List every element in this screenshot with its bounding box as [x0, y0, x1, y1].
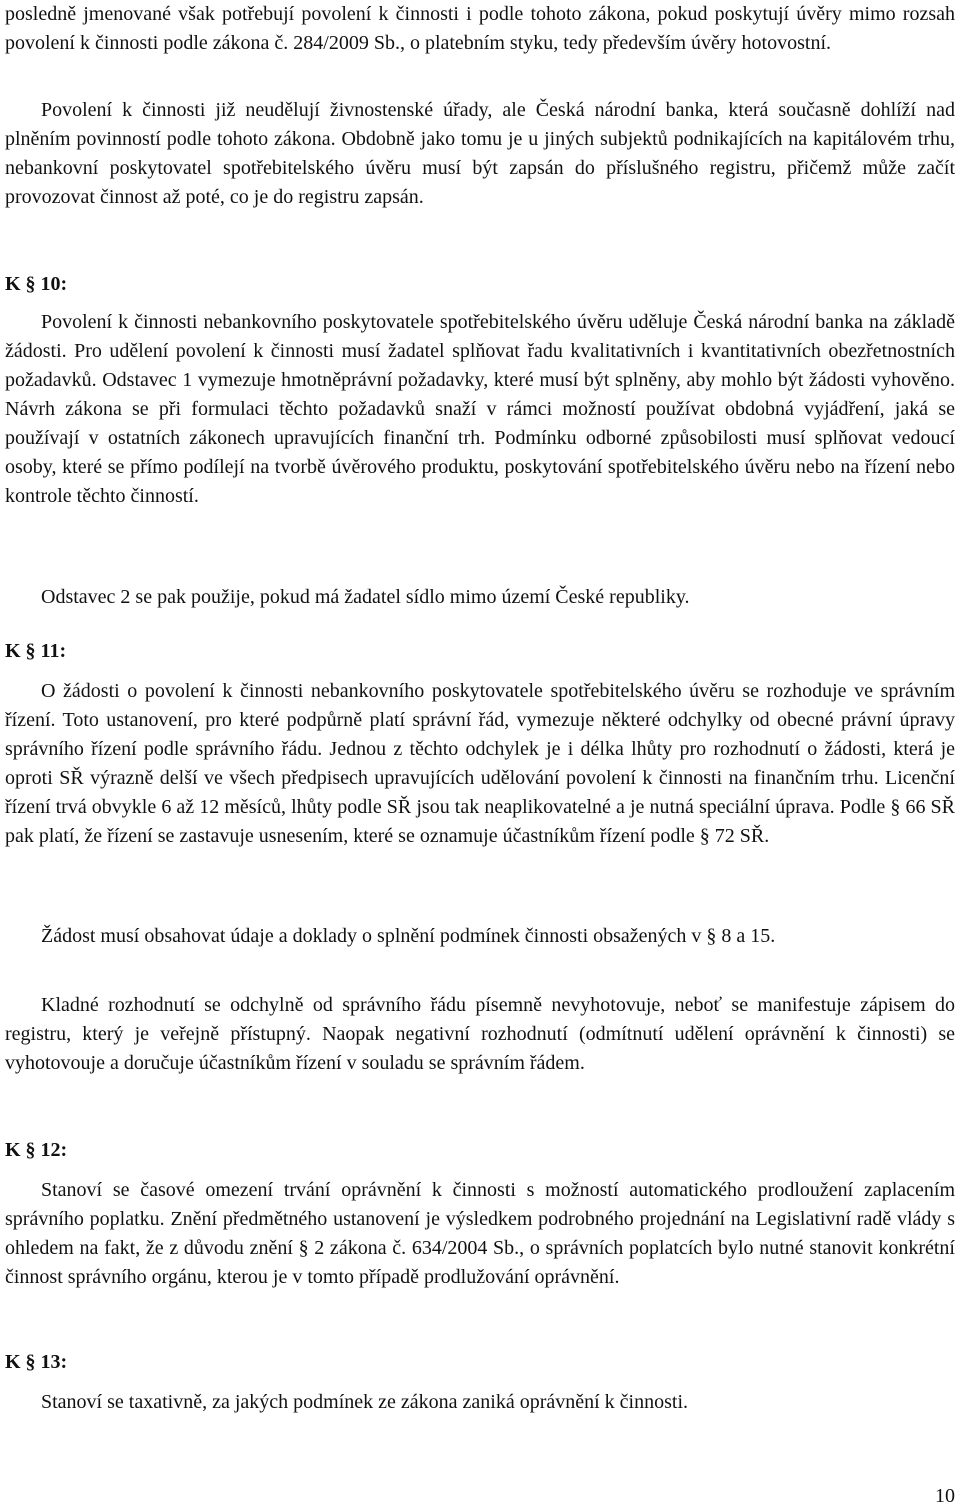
section-12-paragraph-1: Stanoví se časové omezení trvání oprávnění k činnosti s možností automatického prodloužení zaplacením správního poplatku. Znění předmětného ustanovení je výsledkem podrobného projednání na Legislativní radě vlády s ohledem na fakt, že z důvodu znění § 2 zákona č. 634/2004 Sb., o správních poplatcích bylo nutné stanovit konkrétní činnost správního orgánu, kterou je v tomto případě prodlužování oprávnění.	[5, 1179, 955, 1288]
intro-paragraph-2: Povolení k činnosti již neudělují živnostenské úřady, ale Česká národní banka, která současně dohlíží nad plněním povinností podle tohoto zákona. Obdobně jako tomu je u jiných subjektů podnikajících na kapitálovém trhu, nebankovní poskytovatel spotřebitelského úvěru musí být zapsán do příslušného registru, přičemž může začít provozovat činnost až poté, co je do registru zapsán.	[5, 99, 955, 208]
section-heading-13: K § 13:	[5, 1351, 68, 1373]
section-11-paragraph-3: Kladné rozhodnutí se odchylně od správního řádu písemně nevyhotovuje, neboť se manifestuje zápisem do registru, který je veřejně přístupný. Naopak negativní rozhodnutí (odmítnutí udělení oprávnění k činnosti) se vyhotovouje a doručuje účastníkům řízení v souladu se správním řádem.	[5, 994, 955, 1074]
section-heading-11: K § 11:	[5, 640, 67, 662]
section-11-paragraph-1: O žádosti o povolení k činnosti nebankovního poskytovatele spotřebitelského úvěru se rozhoduje ve správním řízení. Toto ustanovení, pro které podpůrně platí správní řád, vymezuje některé odchylky od obecné právní úpravy správního řízení podle správního řádu. Jednou z těchto odchylek je i délka lhůty pro rozhodnutí o žádosti, která je oproti SŘ výrazně delší ve všech předpisech upravujících udělování povolení k činnosti na finančním trhu. Licenční řízení trvá obvykle 6 až 12 měsíců, lhůty podle SŘ jsou tak neaplikovatelné a je nutná speciální úprava. Podle § 66 SŘ pak platí, že řízení se zastavuje usnesením, které se oznamuje účastníkům řízení podle § 72 SŘ.	[5, 680, 955, 847]
section-heading-12: K § 12:	[5, 1139, 68, 1161]
section-13-paragraph-1: Stanoví se taxativně, za jakých podmínek ze zákona zaniká oprávnění k činnosti.	[41, 1391, 689, 1413]
section-heading-10: K § 10:	[5, 273, 68, 295]
page-number: 10	[935, 1485, 955, 1507]
section-11-paragraph-2: Žádost musí obsahovat údaje a doklady o splnění podmínek činnosti obsažených v § 8 a 15.	[41, 925, 776, 947]
section-10-paragraph-1: Povolení k činnosti nebankovního poskytovatele spotřebitelského úvěru uděluje Česká národní banka na základě žádosti. Pro udělení povolení k činnosti musí žadatel splňovat řadu kvalitativních i kvantitativních obezřetnostních požadavků. Odstavec 1 vymezuje hmotněprávní požadavky, které musí být splněny, aby mohlo být žádosti vyhověno. Návrh zákona se při formulaci těchto požadavků snaží v rámci možností používat obdobná vyjádření, jaká se používají v ostatních zákonech upravujících finanční trh. Podmínku odborné způsobilosti musí splňovat vedoucí osoby, které se přímo podílejí na tvorbě úvěrového produktu, poskytování spotřebitelského úvěru nebo na řízení nebo kontrole těchto činností.	[5, 311, 955, 507]
intro-paragraph-1: posledně jmenované však potřebují povolení k činnosti i podle tohoto zákona, pokud poskytují úvěry mimo rozsah povolení k činnosti podle zákona č. 284/2009 Sb., o platebním styku, tedy především úvěry hotovostní.	[5, 3, 955, 54]
section-10-paragraph-2: Odstavec 2 se pak použije, pokud má žadatel sídlo mimo území České republiky.	[41, 586, 690, 608]
